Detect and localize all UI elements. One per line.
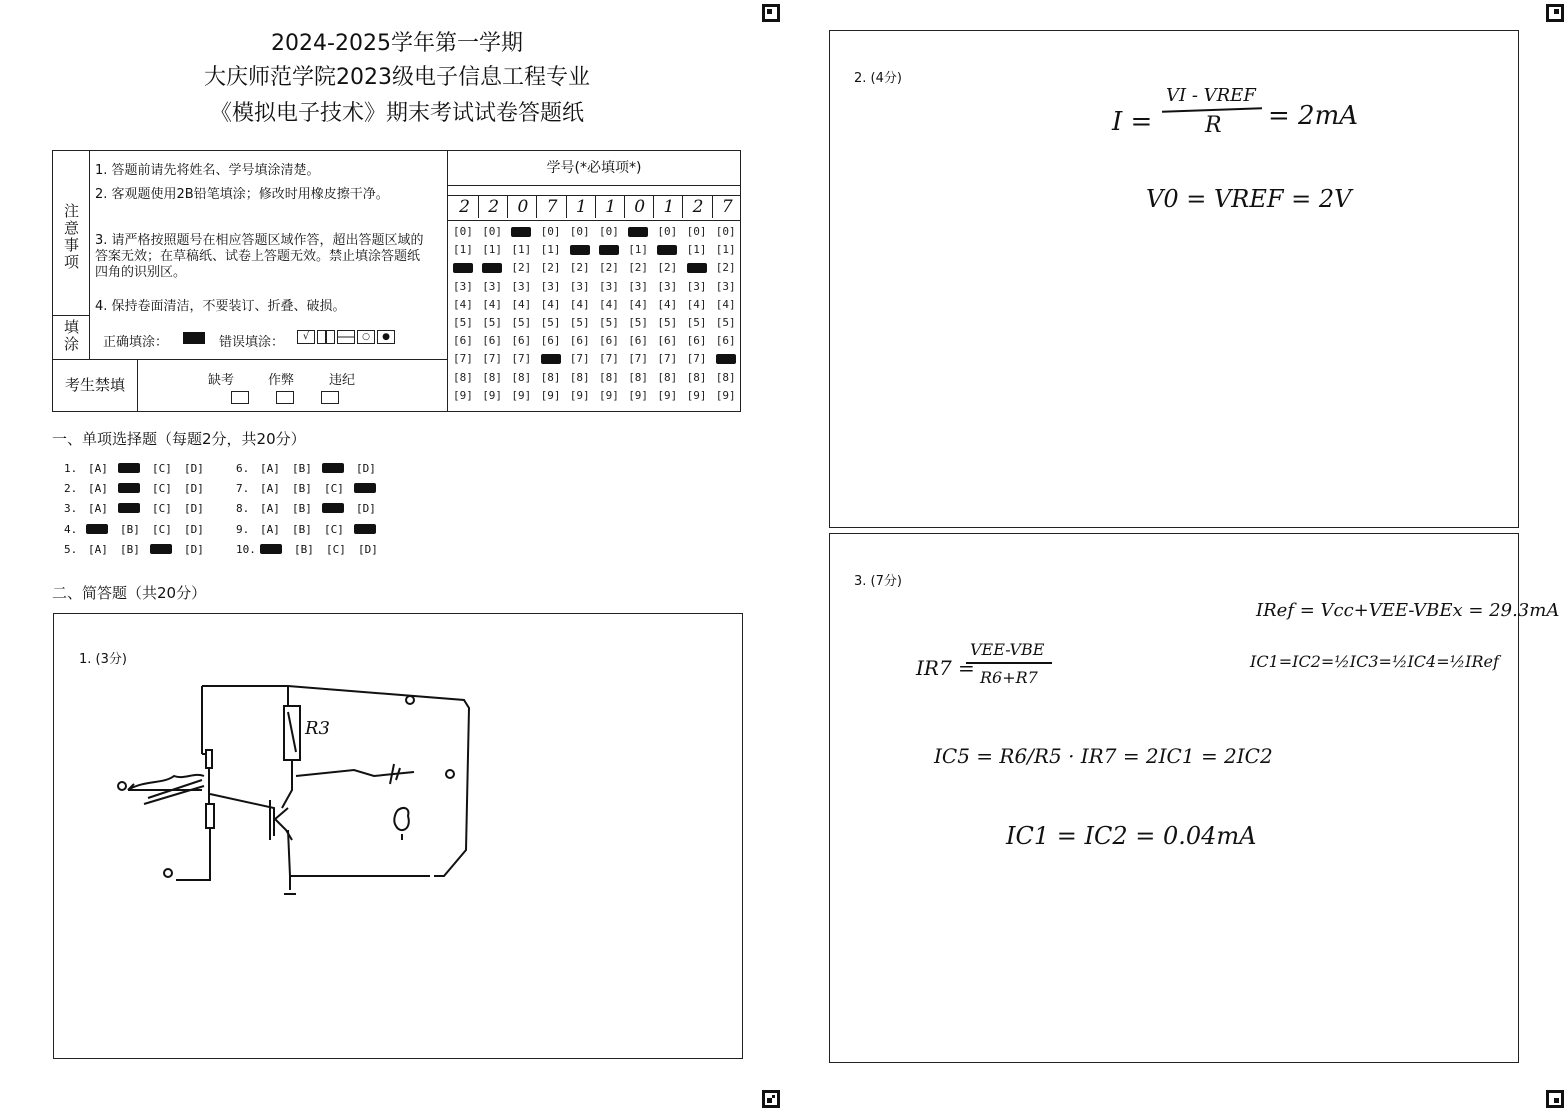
student-id-bubble[interactable]: [5] (453, 316, 473, 329)
student-id-bubble[interactable]: [3] (686, 279, 707, 293)
student-id-bubble[interactable]: [0] (657, 225, 678, 238)
mcq-option-filled[interactable] (118, 483, 140, 493)
mcq-option[interactable]: [C] (324, 482, 344, 496)
student-id-digit: 7 (539, 196, 567, 218)
student-id-bubble[interactable]: [0] (599, 225, 619, 238)
student-id-bubble[interactable]: [7] (482, 352, 503, 366)
student-id-bubble[interactable]: [5] (540, 316, 561, 329)
mcq-option[interactable]: [B] (292, 462, 312, 475)
student-id-bubble[interactable]: [4] (657, 297, 678, 311)
student-id-digit: 7 (721, 197, 733, 217)
student-id-bubble[interactable]: [3] (569, 279, 590, 293)
student-id-bubble[interactable]: [7] (628, 352, 649, 366)
q1-r3-label: R3 (305, 718, 331, 739)
q3-line-iref: IRef = Vcc+VEE-VBEx = 29.3mA (1256, 600, 1560, 621)
mcq-option[interactable]: [D] (184, 522, 204, 536)
student-id-bubble[interactable]: [8] (599, 370, 619, 384)
student-id-bubble-filled[interactable] (570, 245, 590, 255)
note-item-4: 4. 保持卷面清洁，不要装订、折叠、破损。 (95, 299, 346, 314)
student-id-bubble[interactable]: [8] (482, 370, 503, 384)
q3-ir7-numerator: VEE-VBE (970, 640, 1045, 659)
student-id-bubble[interactable]: [6] (511, 334, 532, 348)
student-id-bubble[interactable]: [0] (569, 225, 590, 238)
student-id-bubble[interactable]: [1] (686, 243, 707, 257)
q2-formula-rhs: = 2mA (1268, 101, 1359, 131)
student-id-bubble-filled[interactable] (511, 227, 531, 237)
q1-label: 1. (3分) (79, 652, 127, 667)
student-id-bubble[interactable]: [3] (715, 279, 736, 293)
mcq-option[interactable]: [D] (184, 502, 204, 516)
mcq-option[interactable]: [B] (292, 522, 312, 536)
student-id-bubble[interactable]: [8] (686, 370, 707, 384)
exam-title: 《模拟电子技术》期末考试试卷答题纸 (209, 101, 584, 126)
correct-fill-sample (183, 332, 205, 344)
student-id-bubble[interactable]: [7] (686, 352, 707, 366)
mcq-option[interactable]: [C] (152, 502, 172, 516)
student-id-bubble[interactable]: [5] (715, 316, 736, 329)
notes-side-label: 注意事项 (53, 151, 90, 316)
student-id-bubble[interactable]: [1] (540, 243, 561, 257)
mcq-option-filled[interactable] (354, 524, 376, 534)
mcq-option[interactable]: [D] (356, 502, 376, 516)
student-id-bubble[interactable]: [1] (511, 243, 532, 257)
student-id-bubble[interactable]: [3] (599, 279, 619, 293)
mcq-option[interactable]: [A] (88, 502, 108, 516)
student-id-bubble[interactable]: [0] (482, 225, 503, 238)
section1-title: 一、单项选择题（每题2分，共20分） (52, 430, 306, 448)
mcq-option-filled[interactable] (322, 463, 344, 473)
student-id-bubble-filled[interactable] (628, 227, 648, 237)
student-id-bubble[interactable]: [9] (715, 388, 736, 402)
mcq-option-filled[interactable] (260, 544, 282, 554)
student-id-bubble[interactable]: [4] (511, 297, 532, 311)
corner-marker-icon (1546, 4, 1564, 22)
student-id-bubble[interactable]: [9] (599, 388, 619, 402)
student-id-title: 学号(*必填项*) (448, 151, 740, 186)
student-id-bubble[interactable]: [4] (540, 297, 561, 311)
student-id-bubble[interactable]: [6] (628, 334, 649, 348)
student-id-bubble[interactable]: [8] (569, 370, 590, 384)
mcq-number: 6. (236, 462, 250, 475)
student-id-bubble[interactable]: [5] (686, 316, 707, 329)
student-id-bubble[interactable]: [6] (569, 334, 590, 348)
student-id-bubble[interactable]: [9] (482, 388, 503, 402)
absent-checkbox[interactable] (231, 391, 249, 404)
fill-side-label: 填涂 (53, 315, 90, 359)
answer-box-q1 (53, 613, 743, 1059)
student-id-bubble[interactable]: [2] (599, 261, 619, 275)
student-id-bubble[interactable]: [3] (511, 279, 532, 293)
mcq-option-filled[interactable] (86, 524, 108, 534)
mcq-option[interactable]: [C] (326, 542, 346, 556)
student-id-bubble[interactable]: [4] (628, 297, 649, 311)
student-id-bubble[interactable]: [3] (540, 279, 561, 293)
mcq-number: 1. (64, 462, 78, 475)
student-id-bubble[interactable]: [0] (453, 225, 473, 238)
q3-ir7-lhs: IR7 = (916, 656, 975, 680)
q2-formula-lhs: I = (1112, 107, 1153, 137)
student-id-bubble[interactable]: [2] (715, 261, 736, 275)
mcq-number: 2. (64, 482, 78, 496)
corner-marker-icon (762, 1090, 780, 1108)
student-id-bubble[interactable]: [9] (511, 388, 532, 402)
mcq-option-filled[interactable] (118, 503, 140, 513)
student-id-bubble[interactable]: [8] (628, 370, 649, 384)
student-id-bubble[interactable]: [6] (599, 334, 619, 348)
absent-label: 缺考 (208, 373, 235, 388)
mcq-option[interactable]: [A] (88, 462, 108, 475)
student-id-digit: 2 (480, 196, 508, 218)
mcq-option-filled[interactable] (322, 503, 344, 513)
forbidden-label: 考生禁填 (53, 359, 138, 411)
note-item-1: 1. 答题前请先将姓名、学号填涂清楚。 (95, 163, 320, 178)
student-id-bubble[interactable]: [5] (628, 316, 649, 329)
q3-label: 3. (7分) (854, 574, 902, 589)
school-major-title: 大庆师范学院2023级电子信息工程专业 (204, 65, 590, 90)
q2-label: 2. (4分) (854, 71, 902, 86)
mcq-option[interactable]: [B] (292, 482, 312, 496)
q2-formula-numerator: VI - VREF (1166, 85, 1256, 106)
student-id-bubble[interactable]: [6] (540, 334, 561, 348)
student-id-bubble[interactable]: [9] (453, 388, 473, 402)
student-id-digit: 0 (626, 196, 654, 218)
q3-ic5-line: IC5 = R6/R5 · IR7 = 2IC1 = 2IC2 (934, 744, 1273, 768)
cheating-checkbox[interactable] (276, 391, 294, 404)
student-id-bubble[interactable]: [2] (540, 261, 561, 275)
student-id-bubble[interactable]: [2] (628, 261, 649, 275)
mcq-option[interactable]: [A] (88, 542, 108, 556)
student-id-bubble-filled[interactable] (657, 245, 677, 255)
q2-formula-2: V0 = VREF = 2V (1146, 185, 1352, 213)
student-id-bubble[interactable]: [7] (569, 352, 590, 366)
mcq-option[interactable]: [D] (184, 542, 204, 556)
student-id-bubble[interactable]: [7] (453, 352, 473, 366)
student-id-bubble[interactable]: [4] (686, 297, 707, 311)
mcq-option[interactable]: [D] (358, 542, 378, 556)
mcq-option[interactable]: [B] (120, 522, 140, 536)
student-id-bubble[interactable]: [4] (715, 297, 736, 311)
note-item-2: 2. 客观题使用2B铅笔填涂；修改时用橡皮擦干净。 (95, 187, 389, 202)
student-id-digit: 2 (685, 196, 713, 218)
q3-ir7-denominator: R6+R7 (980, 668, 1038, 687)
mcq-option-filled[interactable] (150, 544, 172, 554)
student-id-bubble[interactable]: [2] (569, 261, 590, 275)
mcq-option[interactable]: [D] (184, 462, 204, 475)
student-id-bubble[interactable]: [1] (482, 243, 503, 257)
mcq-number: 4. (64, 522, 78, 536)
student-id-bubble[interactable]: [5] (599, 316, 619, 329)
mcq-option[interactable]: [D] (356, 462, 376, 475)
student-id-bubble[interactable]: [1] (628, 243, 649, 257)
mcq-option[interactable]: [A] (88, 482, 108, 496)
semester-title: 2024-2025学年第一学期 (271, 31, 523, 56)
mcq-option[interactable]: [C] (152, 522, 172, 536)
student-id-bubble[interactable]: [3] (628, 279, 649, 293)
corner-marker-icon (1546, 1090, 1564, 1108)
student-id-bubble-filled[interactable] (687, 263, 707, 273)
student-id-digit: 1 (597, 196, 625, 218)
mcq-option[interactable]: [C] (152, 462, 172, 475)
student-id-bubble[interactable]: [0] (715, 225, 736, 238)
student-id-bubble[interactable]: [1] (453, 243, 473, 257)
wrong-fill-label: 错误填涂： (219, 335, 285, 350)
student-id-bubble[interactable]: [2] (511, 261, 532, 275)
mcq-number: 9. (236, 522, 250, 536)
student-id-bubble[interactable]: [0] (686, 225, 707, 238)
mcq-option[interactable]: [C] (152, 482, 172, 496)
student-id-bubble-filled[interactable] (453, 263, 473, 273)
student-id-bubble[interactable]: [6] (453, 334, 473, 348)
student-id-box (447, 150, 741, 412)
student-id-bubble[interactable]: [4] (569, 297, 590, 311)
student-id-bubble[interactable]: [6] (657, 334, 678, 348)
student-id-bubble[interactable]: [5] (657, 316, 678, 329)
student-id-bubble[interactable]: [5] (482, 316, 503, 329)
mcq-option-filled[interactable] (118, 463, 140, 473)
student-id-bubble[interactable]: [6] (482, 334, 503, 348)
mcq-option[interactable]: [B] (120, 542, 140, 556)
student-id-bubble[interactable]: [2] (657, 261, 678, 275)
answer-box-q3 (829, 533, 1560, 1063)
q1-circuit-drawing (114, 680, 494, 916)
student-id-bubble[interactable]: [3] (657, 279, 678, 293)
student-id-bubble[interactable]: [7] (657, 352, 678, 366)
note-item-3: 3. 请严格按照题号在相应答题区域作答，超出答题区域的答案无效；在草稿纸、试卷上答题无效。禁止填涂答题纸四角的识别区。 (95, 233, 424, 280)
student-id-bubble[interactable]: [8] (657, 370, 678, 384)
mcq-option[interactable]: [A] (260, 482, 280, 496)
student-id-bubble[interactable]: [8] (540, 370, 561, 384)
student-id-bubble[interactable]: [7] (511, 352, 532, 366)
mcq-number: 8. (236, 502, 250, 516)
mcq-option[interactable]: [C] (324, 522, 344, 536)
q3-ic1-line: IC1 = IC2 = 0.04mA (1006, 822, 1257, 850)
student-id-bubble[interactable]: [9] (686, 388, 707, 402)
mcq-number: 10. (236, 542, 256, 556)
student-id-bubble[interactable]: [5] (511, 316, 532, 329)
student-id-digit: 1 (568, 196, 596, 218)
corner-marker-icon (762, 4, 780, 22)
student-id-digit: 1 (655, 196, 683, 218)
mcq-number: 7. (236, 482, 250, 496)
student-id-bubble[interactable]: [8] (715, 370, 736, 384)
mcq-option[interactable]: [B] (294, 542, 314, 556)
q2-formula-denominator: R (1205, 113, 1222, 138)
answer-box-q2 (829, 30, 1519, 528)
student-id-digit: 0 (509, 196, 537, 218)
student-id-bubble[interactable]: [7] (599, 352, 619, 366)
student-id-digit: 2 (451, 196, 479, 218)
student-id-bubble[interactable]: [9] (657, 388, 678, 402)
mcq-option-filled[interactable] (354, 483, 376, 493)
student-id-bubble-filled[interactable] (599, 245, 619, 255)
correct-fill-label: 正确填涂： (103, 335, 169, 350)
student-id-bubble[interactable]: [3] (453, 279, 473, 293)
violation-label: 违纪 (329, 373, 356, 388)
student-id-bubble[interactable]: [4] (599, 297, 619, 311)
cheating-label: 作弊 (268, 373, 295, 388)
mcq-option[interactable]: [A] (260, 462, 280, 475)
student-id-bubble[interactable]: [3] (482, 279, 503, 293)
student-id-bubble[interactable]: [6] (686, 334, 707, 348)
student-id-bubble[interactable]: [1] (715, 243, 736, 257)
student-id-bubble[interactable]: [9] (569, 388, 590, 402)
section2-title: 二、简答题（共20分） (52, 584, 207, 602)
instructions-box (52, 150, 448, 412)
mcq-option[interactable]: [A] (260, 502, 280, 516)
student-id-bubble[interactable]: [0] (540, 225, 561, 238)
violation-checkbox[interactable] (321, 391, 339, 404)
student-id-bubble[interactable]: [6] (715, 334, 736, 348)
student-id-bubble[interactable]: [4] (453, 297, 473, 311)
student-id-bubble[interactable]: [8] (511, 370, 532, 384)
student-id-bubble[interactable]: [9] (540, 388, 561, 402)
q3-line-ic: IC1=IC2=½IC3=½IC4=½IRef (1250, 652, 1499, 671)
wrong-fill-samples: √ ○ ● (295, 329, 395, 344)
student-id-bubble[interactable]: [4] (482, 297, 503, 311)
mcq-option[interactable]: [D] (184, 482, 204, 496)
mcq-option[interactable]: [B] (292, 502, 312, 516)
student-id-bubble-filled[interactable] (716, 354, 736, 364)
student-id-bubble-filled[interactable] (482, 263, 502, 273)
student-id-bubble-filled[interactable] (541, 354, 561, 364)
mcq-number: 5. (64, 542, 78, 556)
mcq-option[interactable]: [A] (260, 522, 280, 536)
student-id-bubble[interactable]: [8] (453, 370, 473, 384)
mcq-number: 3. (64, 502, 78, 516)
student-id-bubble[interactable]: [9] (628, 388, 649, 402)
student-id-bubble[interactable]: [5] (569, 316, 590, 329)
